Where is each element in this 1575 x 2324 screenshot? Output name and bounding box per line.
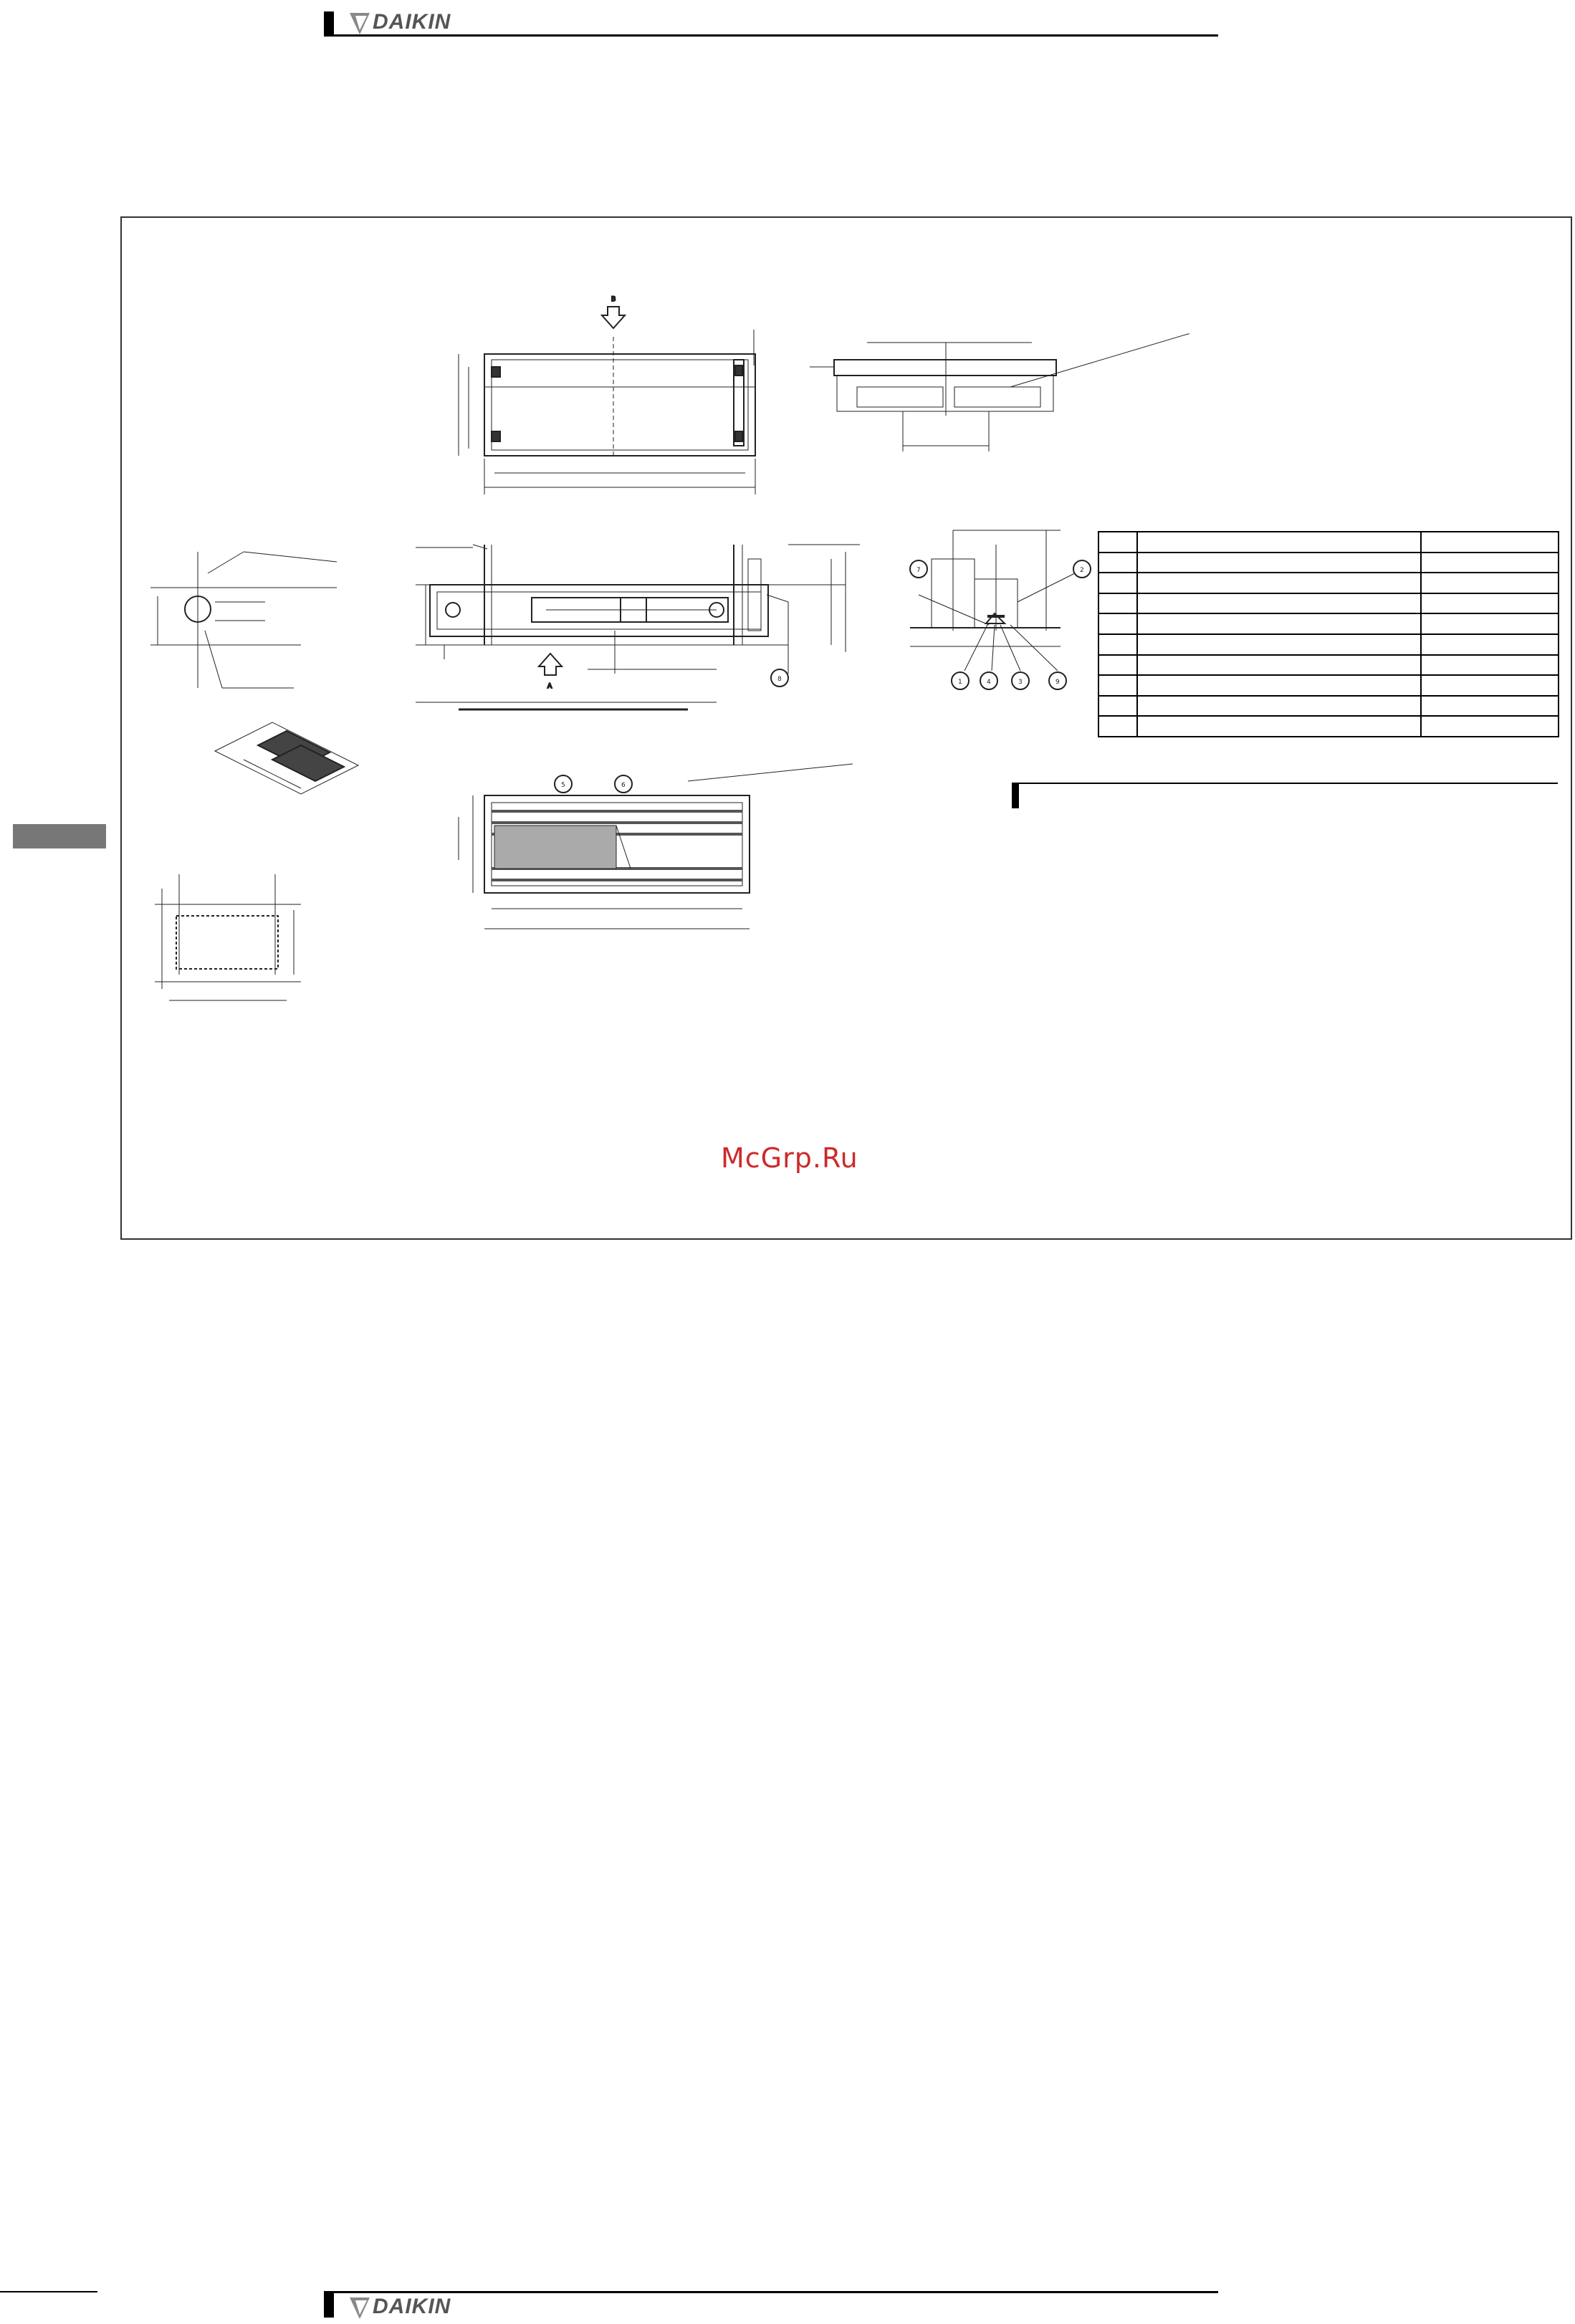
table-row <box>1098 675 1559 696</box>
footer-left-rule <box>0 2291 97 2292</box>
callout-5: 5 <box>561 782 565 789</box>
footer-rule <box>324 2291 1218 2293</box>
table-row <box>1098 613 1559 634</box>
table-row <box>1098 634 1559 655</box>
plan-view <box>459 307 755 494</box>
filter-isometric <box>215 722 358 794</box>
callout-1: 1 <box>958 679 962 686</box>
callout-8: 8 <box>777 676 782 683</box>
table-row <box>1098 573 1559 593</box>
bracket-detail <box>155 874 301 1000</box>
callout-6: 6 <box>621 782 626 789</box>
table-row <box>1098 655 1559 676</box>
watermark-text[interactable]: McGrp.Ru <box>721 1142 858 1174</box>
section-divider <box>1012 783 1558 784</box>
side-view-top <box>810 334 1189 451</box>
parts-legend-table <box>1098 531 1559 737</box>
callout-4: 4 <box>987 679 991 686</box>
table-row <box>1098 553 1559 573</box>
view-label-a: A <box>547 683 552 690</box>
callout-2: 2 <box>1080 567 1084 574</box>
table-row <box>1098 593 1559 614</box>
right-side-view <box>910 530 1091 689</box>
table-row <box>1098 716 1559 737</box>
bottom-view <box>459 764 853 929</box>
table-row <box>1098 532 1559 553</box>
table-row <box>1098 696 1559 717</box>
callout-9: 9 <box>1055 679 1060 686</box>
front-view <box>416 545 860 709</box>
pipe-detail <box>150 552 337 688</box>
callout-7: 7 <box>916 567 921 574</box>
daikin-logo-icon <box>350 2297 370 2319</box>
footer-accent-bar <box>324 2293 334 2318</box>
view-label-b: B <box>611 296 616 303</box>
footer-brand: DAIKIN <box>373 2295 451 2318</box>
header-brand: DAIKIN <box>373 10 451 34</box>
section-accent-bar <box>1012 784 1019 808</box>
callout-3: 3 <box>1018 679 1023 686</box>
